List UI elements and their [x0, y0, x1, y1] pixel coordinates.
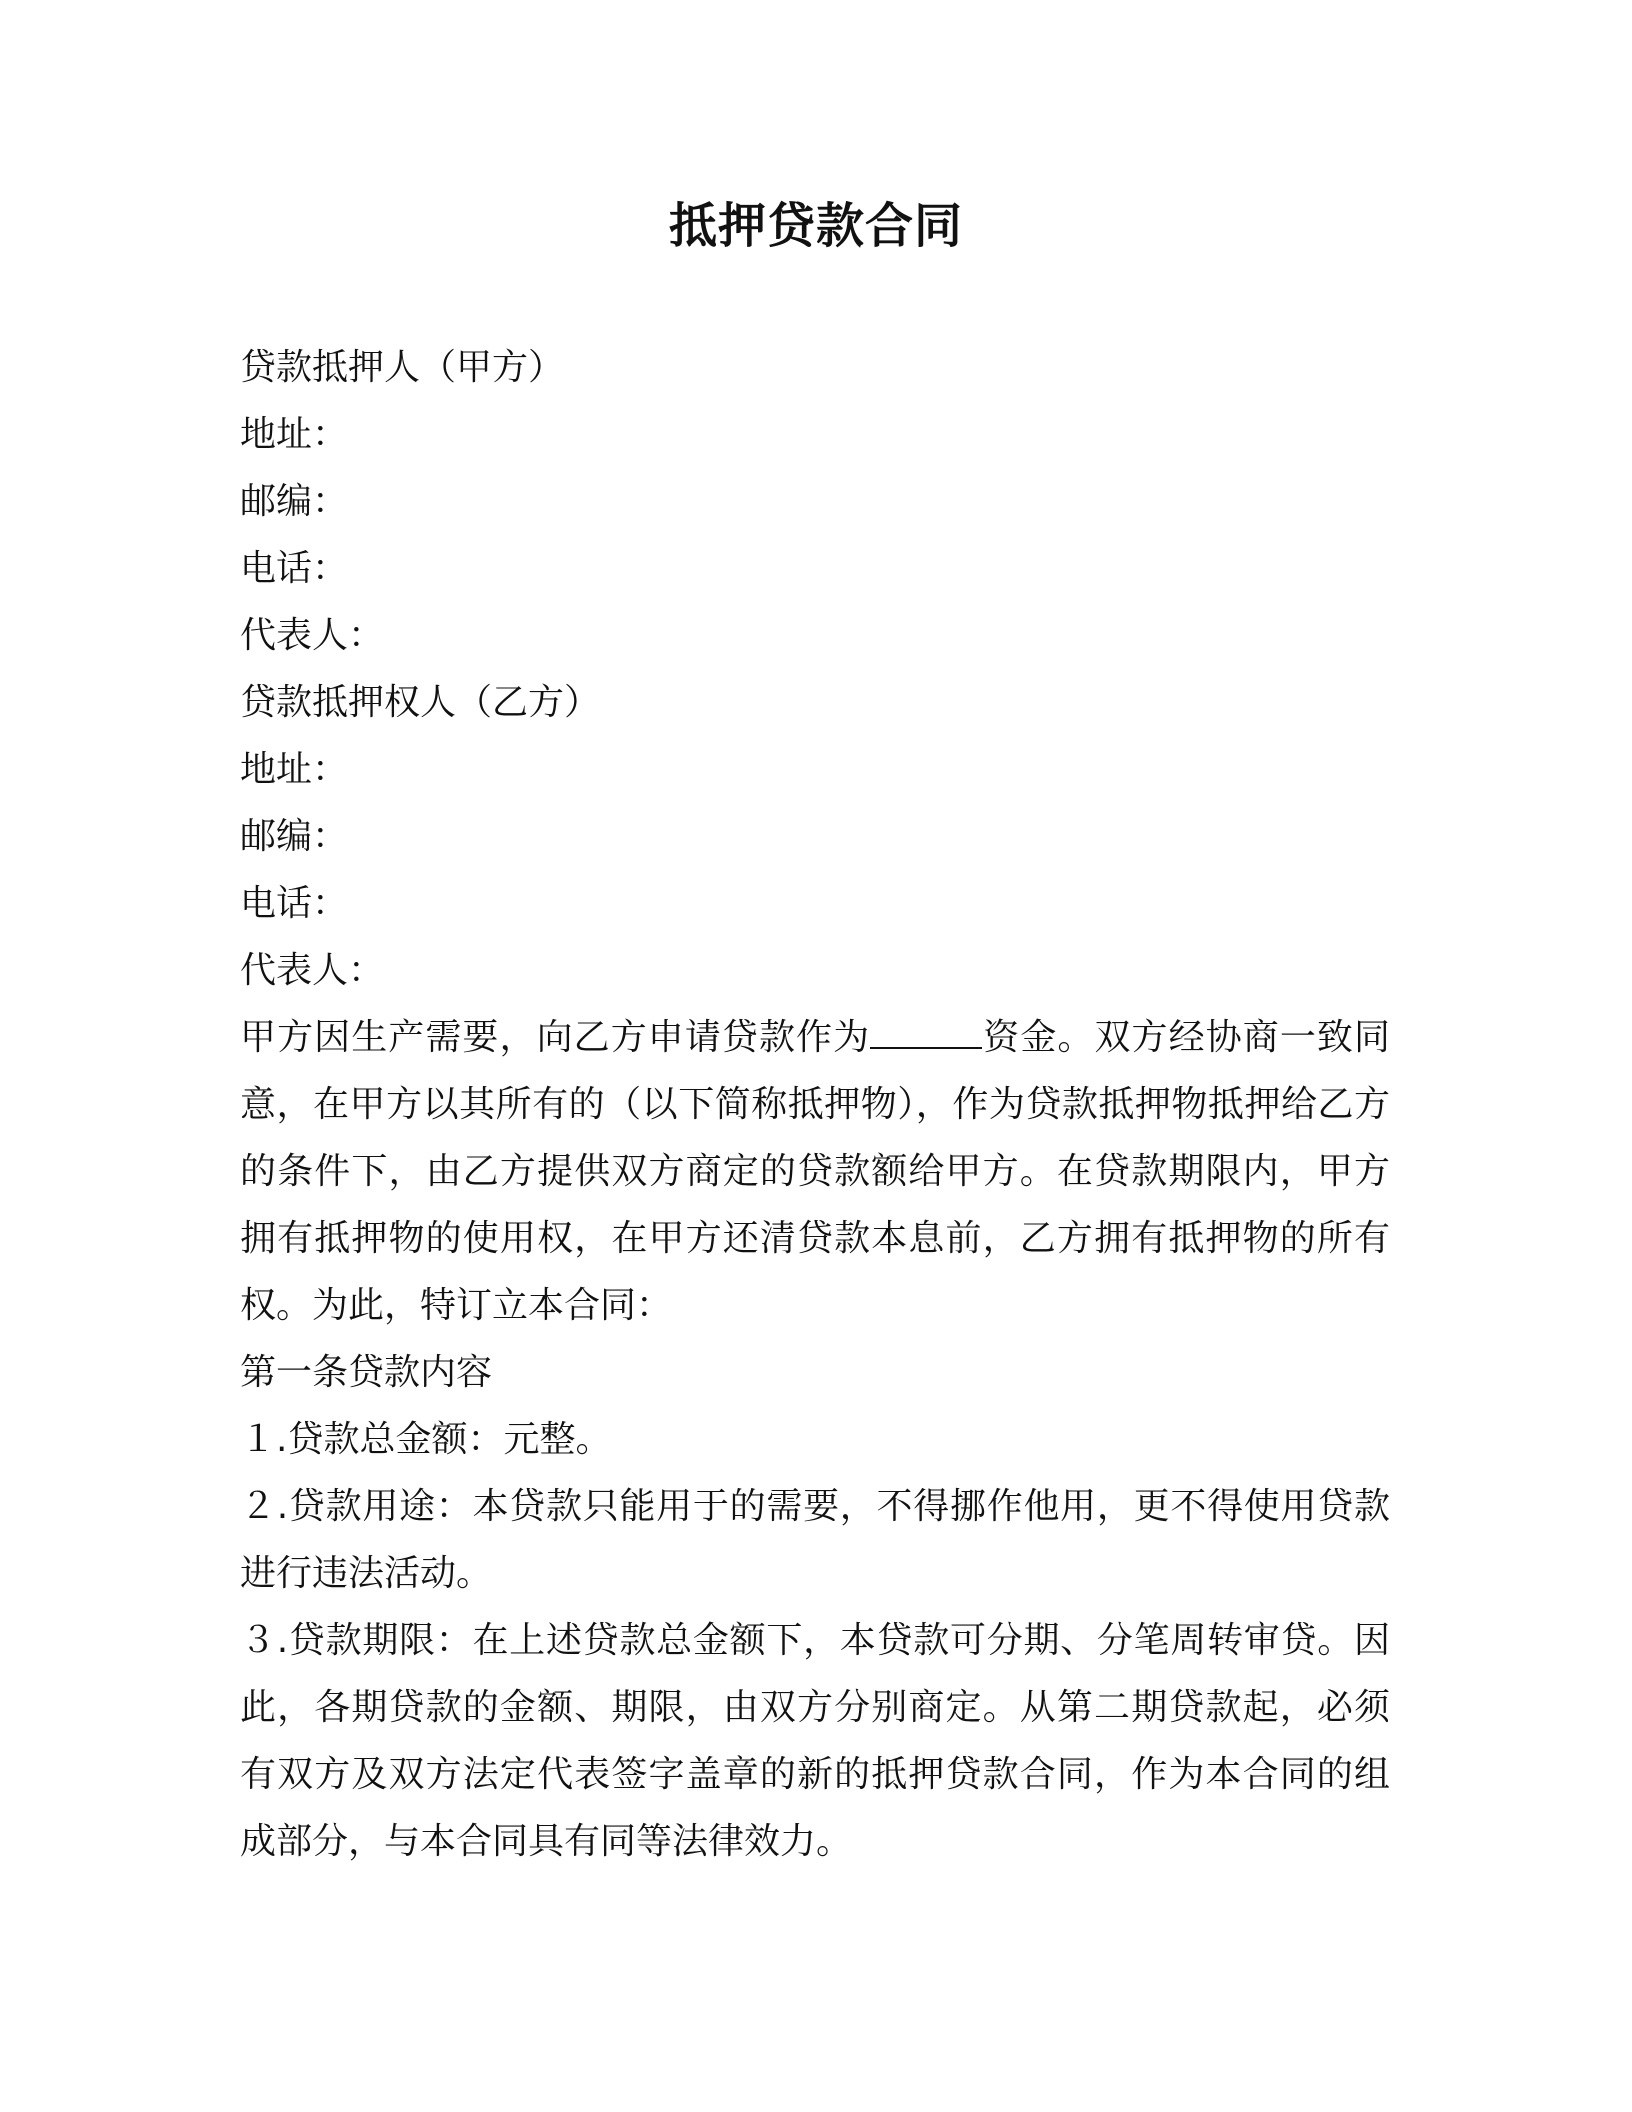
party-a-phone-label: 电话： [240, 548, 349, 589]
document-title: 抵押贷款合同 [668, 198, 963, 254]
party-b-address-label: 地址： [240, 749, 349, 790]
article-1-item-1: １.贷款总金额：元整。 [240, 1419, 612, 1460]
party-b-phone-label: 电话： [240, 883, 349, 924]
preamble-text-start: 甲方因生产需要，向乙方申请贷款作为 [240, 1017, 871, 1058]
party-b-heading: 贷款抵押权人（乙方） [240, 682, 601, 723]
article-1-heading: 第一条贷款内容 [240, 1352, 493, 1393]
preamble-text-rest: 资金。双方经协商一致同意，在甲方以其所有的（以下简称抵押物），作为贷款抵押物抵押给乙方的条件下，由乙方提供双方商定的贷款额给甲方。在贷款期限内，甲方拥有抵押物的使用权，在甲方还清贷款本息前，乙方拥有抵押物的所有权。为此，特订立本合同： [240, 1017, 1390, 1326]
preamble-paragraph [240, 1004, 1390, 1339]
party-a-postcode-label: 邮编： [240, 481, 349, 522]
party-b-postcode-label: 邮编： [240, 816, 349, 857]
article-1-item-3: ３.贷款期限：在上述贷款总金额下，本贷款可分期、分笔周转审贷。因此，各期贷款的金额、期限，由双方分别商定。从第二期贷款起，必须有双方及双方法定代表签字盖章的新的抵押贷款合同，作为本合同的组成部分，与本合同具有同等法律效力。 [240, 1620, 1390, 1862]
article-1-item-2: ２.贷款用途：本贷款只能用于的需要，不得挪作他用，更不得使用贷款进行违法活动。 [240, 1486, 1390, 1594]
document-body [240, 334, 1390, 1875]
fill-in-blank [870, 1017, 982, 1049]
party-b-representative-label: 代表人： [240, 950, 385, 991]
party-a-heading: 贷款抵押人（甲方） [240, 347, 565, 388]
party-a-address-label: 地址： [240, 414, 349, 455]
party-a-representative-label: 代表人： [240, 615, 385, 656]
